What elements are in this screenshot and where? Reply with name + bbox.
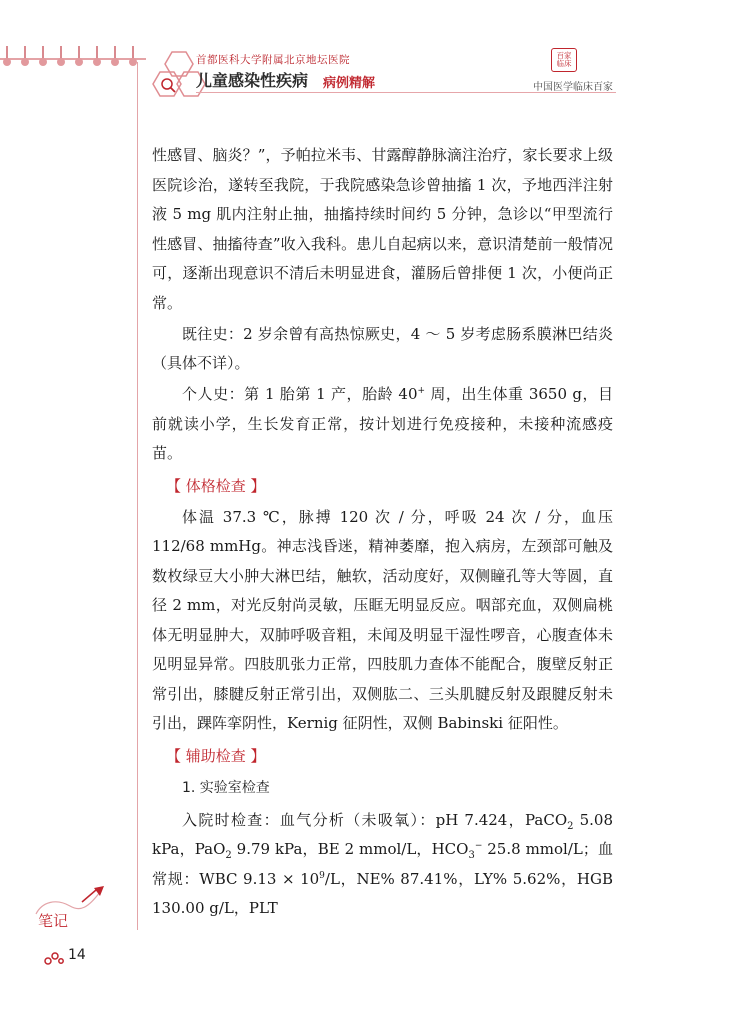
- paragraph-lab-results: 入院时检查：血气分析（未吸氧）：pH 7.424，PaCO$_2$ 5.08 kPa，PaO$_2$ 9.79 kPa，BE 2 mmol/L，$HCO_3^-$ 25.8 mmol/L；血常规：WBC $9.13 \times 10^9/L$，NE% 87.41%，LY% 5.62%，HGB 130.00 g/L，PLT: [152, 810, 614, 917]
- paragraph-history-continued: 性感冒、脑炎？”，予帕拉米韦、甘露醇静脉滴注治疗，家长要求上级医院诊治，遂转至我院，于我院感染急诊曾抽搐 1 次，予地西泮注射液 5 mg 肌内注射止抽，抽搐持续时间约 5 分钟，急诊以“甲型流行性感冒、抽搐待查”收入我科。患儿自起病以来，意识清楚前一般情况可，逐渐出现意识不清后未明显进食，灌肠后曾排便 1 次，小便尚正常。: [152, 146, 613, 312]
- section-heading-physical-exam: 【 体格检查 】: [166, 476, 266, 495]
- paragraph-physical-exam: 体温 37.3 ℃，脉搏 120 次 / 分，呼吸 24 次 / 分，血压 112/68 mmHg。神志浅昏迷，精神萎靡，抱入病房，左颈部可触及数枚绿豆大小肿大淋巴结，触软，活动度好，双侧瞳孔等大等圆，直径 2 mm，对光反射尚灵敏，压眶无明显反应。咽部充血，双侧扁桃体无明显肿大，双肺呼吸音粗，未闻及明显干湿性啰音，心腹查体未见明显异常。四肢肌张力正常，四肢肌力查体不能配合，腹壁反射正常引出，膝腱反射正常引出，双侧肱二、三头肌腱反射及跟腱反射未引出，踝阵挛阴性，Kernig 征阴性，双侧 Babinski 征阳性。: [152, 507, 614, 732]
- page-content: [152, 141, 613, 925]
- page-number-icon: [44, 951, 64, 965]
- subheading-lab-tests: 1. 实验室检查: [182, 779, 270, 796]
- page-number: 14: [68, 947, 86, 963]
- paragraph-past-history: 既往史：2 岁余曾有高热惊厥史，4 ～ 5 岁考虑肠系膜淋巴结炎（具体不详）。: [152, 324, 613, 372]
- book-title: 儿童感染性疾病: [196, 71, 309, 90]
- hospital-name: 首都医科大学附属北京地坛医院: [196, 54, 350, 66]
- svg-text:笔记: 笔记: [38, 912, 69, 930]
- series-name: 中国医学临床百家: [533, 82, 613, 93]
- margin-rule: [137, 62, 138, 930]
- section-heading-auxiliary-exam: 【 辅助检查 】: [166, 746, 266, 765]
- book-subtitle: 病例精解: [323, 76, 376, 91]
- series-seal-icon: 百家 临床: [551, 48, 577, 72]
- notes-pen-icon: [30, 884, 110, 932]
- header-pin-decoration: [0, 46, 146, 70]
- paragraph-personal-history: 个人史：第 1 胎第 1 产，胎龄 40+ 周，出生体重 3650 g，目前就读小学，生长发育正常，按计划进行免疫接种，未接种流感疫苗。: [152, 385, 613, 462]
